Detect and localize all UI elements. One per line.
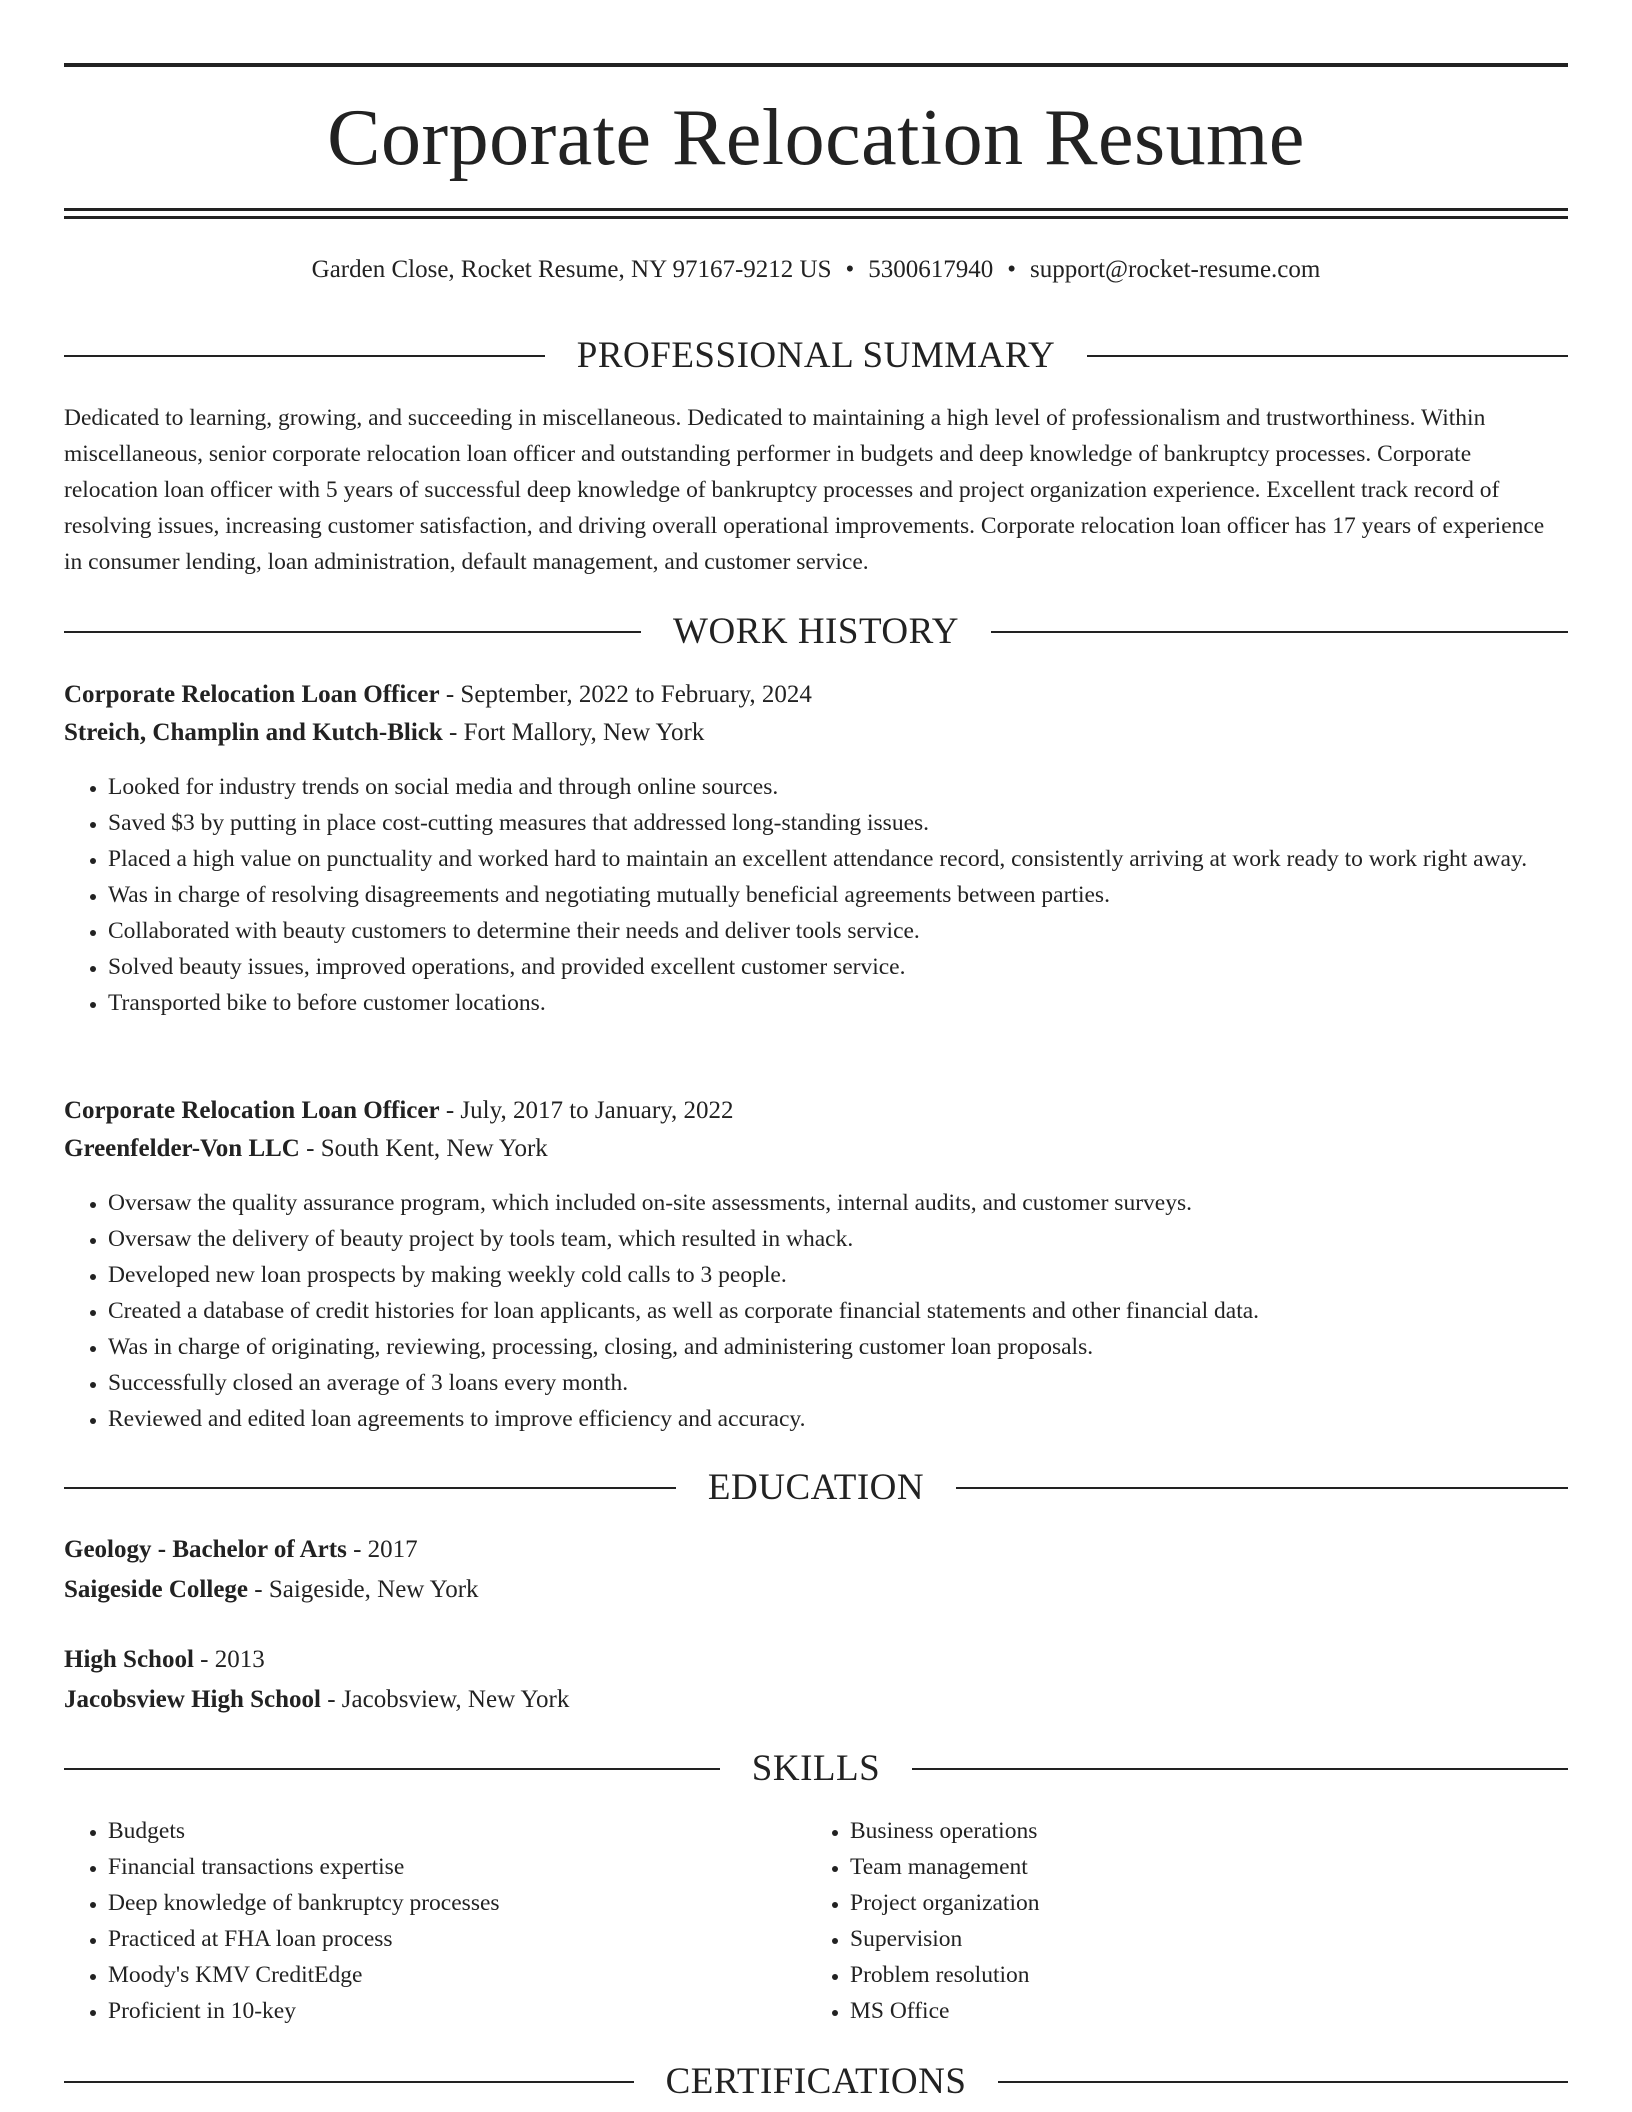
education-school-line [64, 1682, 1568, 1718]
education-school: Saigeside College [64, 1576, 249, 1603]
section-title: WORK HISTORY [673, 611, 959, 652]
section-heading-summary [64, 334, 1568, 378]
skill-item: • Problem resolution [850, 1957, 1490, 1993]
section-heading-certifications [64, 2060, 1568, 2104]
list-item: • Was in charge of originating, reviewing, processing, closing, and administering customer loan proposals. [108, 1329, 1568, 1365]
education-location: - Saigeside, New York [248, 1576, 479, 1603]
job-title-line [64, 1093, 1568, 1129]
list-item: • Oversaw the quality assurance program, which included on-site assessments, internal audits, and customer surveys. [108, 1185, 1568, 1221]
skill-item: • Deep knowledge of bankruptcy processes [108, 1885, 748, 1921]
section-rule [956, 1487, 1568, 1489]
section-heading-education [64, 1466, 1568, 1510]
job-title-line [64, 677, 1568, 713]
list-item: • Solved beauty issues, improved operations, and provided excellent customer service. [108, 949, 1568, 985]
skill-item: • Moody's KMV CreditEdge [108, 1957, 748, 1993]
education-year: - 2013 [193, 1646, 265, 1673]
list-item: • Developed new loan prospects by making weekly cold calls to 3 people. [108, 1257, 1568, 1293]
skill-item: • Financial transactions expertise [108, 1849, 748, 1885]
skill-item: • MS Office [850, 1993, 1490, 2029]
contact-separator: • [1007, 256, 1017, 283]
job-bullets [64, 1185, 1568, 1437]
list-item: • Successfully closed an average of 3 loans every month. [108, 1365, 1568, 1401]
job-dates: - July, 2017 to January, 2022 [439, 1097, 734, 1124]
skill-item: • Supervision [850, 1921, 1490, 1957]
job-company: Greenfelder-Von LLC [64, 1135, 300, 1162]
section-heading-work-history [64, 610, 1568, 654]
list-item: • Created a database of credit histories for loan applicants, as well as corporate financial statements and other financial data. [108, 1293, 1568, 1329]
resume-title: Corporate Relocation Resume [327, 94, 1305, 182]
section-rule [912, 1768, 1568, 1770]
section-rule [64, 1487, 676, 1489]
section-rule [1087, 355, 1568, 357]
section-rule [991, 631, 1568, 633]
section-title: PROFESSIONAL SUMMARY [576, 335, 1056, 376]
skill-item: • Practiced at FHA loan process [108, 1921, 748, 1957]
skill-item: • Team management [850, 1849, 1490, 1885]
summary-text: Dedicated to learning, growing, and succeeding in miscellaneous. Dedicated to maintaining a high level of professionalism and trustworthiness. Within miscellaneous, senior corporate relocation loan officer and outstanding performer in budgets and deep knowledge of bankruptcy processes. Corporate relocation loan officer with 5 years of successful deep knowledge of bankruptcy processes and project organization experience. Excellent track record of resolving issues, increasing customer satisfaction, and driving overall operational improvements. Corporate relocation loan officer has 17 years of experience in consumer lending, loan administration, default management, and customer service. [64, 405, 1545, 575]
section-rule [64, 355, 545, 357]
header-double-rule [64, 208, 1568, 219]
list-item: • Saved $3 by putting in place cost-cutting measures that addressed long-standing issues. [108, 805, 1568, 841]
list-item: • Placed a high value on punctuality and worked hard to maintain an excellent attendance record, consistently arriving at work ready to work right away. [108, 841, 1568, 877]
job-company-line [64, 715, 1568, 751]
skill-item: • Project organization [850, 1885, 1490, 1921]
contact-separator: • [845, 256, 855, 283]
section-title: CERTIFICATIONS [665, 2061, 967, 2102]
list-item: • Transported bike to before customer locations. [108, 985, 1568, 1021]
education-school: Jacobsview High School [64, 1686, 321, 1713]
contact-email: support@rocket-resume.com [1030, 256, 1321, 283]
contact-phone: 5300617940 [868, 256, 994, 283]
education-school-line [64, 1572, 1568, 1608]
list-item: • Collaborated with beauty customers to determine their needs and deliver tools service. [108, 913, 1568, 949]
education-degree: High School [64, 1646, 194, 1673]
skills-list-left [64, 1813, 748, 2029]
list-item: • Oversaw the delivery of beauty project by tools team, which resulted in whack. [108, 1221, 1568, 1257]
section-rule [998, 2081, 1568, 2083]
header-top-rule [64, 63, 1568, 67]
section-rule [64, 1768, 720, 1770]
skill-item: • Business operations [850, 1813, 1490, 1849]
skill-item: • Budgets [108, 1813, 748, 1849]
skills-list-right [806, 1813, 1490, 2029]
list-item: • Was in charge of resolving disagreements and negotiating mutually beneficial agreements between parties. [108, 877, 1568, 913]
job-title: Corporate Relocation Loan Officer [64, 681, 440, 708]
job-title: Corporate Relocation Loan Officer [64, 1097, 440, 1124]
education-degree-line [64, 1642, 1568, 1678]
job-location: - Fort Mallory, New York [442, 719, 705, 746]
contact-address: Garden Close, Rocket Resume, NY 97167-9212 US [311, 256, 832, 283]
section-title: EDUCATION [707, 1467, 925, 1508]
education-year: - 2017 [346, 1536, 418, 1563]
section-rule [64, 2081, 634, 2083]
education-degree: Geology - Bachelor of Arts [64, 1536, 347, 1563]
section-heading-skills [64, 1747, 1568, 1791]
section-title: SKILLS [751, 1748, 881, 1789]
job-company: Streich, Champlin and Kutch-Blick [64, 719, 443, 746]
education-degree-line [64, 1532, 1568, 1568]
section-rule [64, 631, 641, 633]
list-item: • Reviewed and edited loan agreements to improve efficiency and accuracy. [108, 1401, 1568, 1437]
job-company-line [64, 1131, 1568, 1167]
education-location: - Jacobsview, New York [320, 1686, 570, 1713]
job-bullets [64, 769, 1568, 1021]
list-item: • Looked for industry trends on social media and through online sources. [108, 769, 1568, 805]
job-dates: - September, 2022 to February, 2024 [439, 681, 812, 708]
contact-line [64, 252, 1568, 288]
skill-item: • Proficient in 10-key [108, 1993, 748, 2029]
job-location: - South Kent, New York [299, 1135, 548, 1162]
